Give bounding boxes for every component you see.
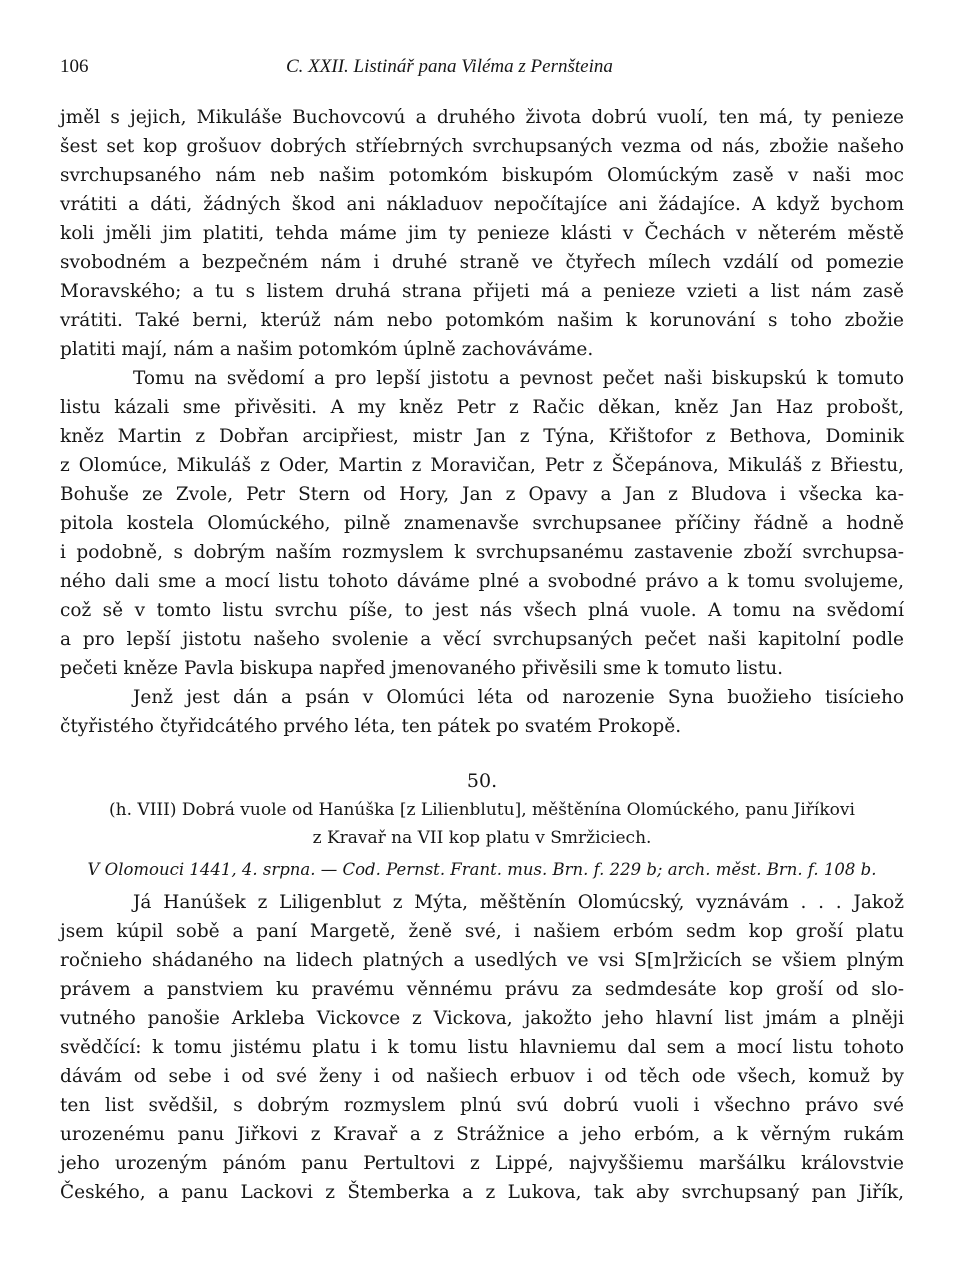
paragraph-4 [60, 888, 904, 1207]
text-line: Moravského; a tu s listem druhá strana přijeti má a penieze vzieti a list nám zasě [60, 281, 904, 302]
text-line: Českého, a panu Lackovi z Štemberka a z Lukova, tak aby svrchupsaný pan Jiřík, [60, 1182, 904, 1203]
text-line: a pro lepší jistotu našeho svolenie a věcí svrchupsaných pečet naši kapitolní podle [60, 629, 904, 650]
text-line: Já Hanúšek z Liligenblut z Mýta, měštěnín Olomúcský, vyznávám . . . Jakož [133, 892, 904, 913]
text-line: vrátiti. Také berni, kterúž nám nebo potomkóm našim k korunování s toho zbožie [60, 310, 904, 331]
section-source-note: V Olomouci 1441, 4. srpna. — Cod. Pernst. Frant. mus. Brn. f. 229 b; arch. měst. Brn. f. 108 b. [87, 860, 877, 879]
paragraph-1 [60, 103, 904, 364]
text-line: Bohuše ze Zvole, Petr Stern od Hory, Jan z Opavy a Jan z Bludova i všecka ka- [60, 484, 904, 505]
text-line: jeho urozeným pánóm panu Pertultovi z Lippé, najvyššiemu maršálku královstvie [60, 1153, 904, 1174]
text-line: což sě v tomto listu svrchu píše, to jest nás všech plná vuole. A tomu na svědomí [60, 600, 904, 621]
text-line: z Olomúce, Mikuláš z Oder, Martin z Moravičan, Petr z Ščepánova, Mikuláš z Břiestu, [60, 455, 904, 476]
section-heading-line: z Kravař na VII kop platu v Smržiciech. [312, 828, 652, 848]
text-line: jměl s jejich, Mikuláše Buchovcovú a druhého života dobrú vuolí, ten má, ty penieze [60, 107, 904, 128]
text-line: právem a panstviem ku pravému věnnému právu za sedmdesáte kop groší od slo- [60, 979, 904, 1000]
text-line: šest set kop grošuov dobrých stříebrných svrchupsaných vezma od nás, zbožie našeho [60, 136, 904, 157]
text-line: Tomu na svědomí a pro lepší jistotu a pevnost pečet naši biskupskú k tomuto [133, 368, 904, 389]
paragraph-3 [60, 683, 904, 741]
text-line: kněz Martin z Dobřan arcipřiest, mistr Jan z Týna, Křištofor z Bethova, Dominik [60, 426, 904, 447]
text-line: i podobně, s dobrým naším rozmyslem k svrchupsanému zastavenie zboží svrchupsa- [60, 542, 904, 563]
section-number: 50. [466, 770, 498, 792]
text-line: svědčící: k tomu jistému platu i k tomu listu hlavniemu dal sem a mocí listu tohoto [60, 1037, 904, 1058]
text-line: pitola kostela Olomúckého, pilně znamenavše svrchupsanee příčiny řádně a hodně [60, 513, 904, 534]
text-line: ten list svědšil, s dobrým rozmyslem plnú svú dobrú vuoli i všechno právo své [60, 1095, 904, 1116]
section-heading-line: (h. VIII) Dobrá vuole od Hanúška [z Lilienblutu], měštěnína Olomúckého, panu Jiříkovi [109, 800, 855, 820]
text-line: jsem kúpil sobě a paní Margetě, ženě své, i našiem erbóm sedm kop groší platu [60, 921, 904, 942]
text-line: ného dali sme a mocí listu tohoto dáváme plné a svobodné právo a k tomu svolujeme, [60, 571, 904, 592]
text-line: svrchupsaného nám neb našim potomkóm biskupóm Olomúckým zasě v naši moc [60, 165, 904, 186]
text-line: dávám od sebe i od své ženy i od našiech erbuov i od těch ode všech, komuž by [60, 1066, 904, 1087]
text-line: čtyřistého čtyřidcátého prvého léta, ten pátek po svatém Prokopě. [60, 716, 682, 737]
text-line: svobodném a bezpečném nám i druhé straně ve čtyřech mílech vzdálí od pomezie [60, 252, 904, 273]
text-line: koli jměli jim platiti, tehda máme jim ty penieze klásti v Čechách v něterém městě [60, 223, 904, 244]
paragraph-2 [60, 364, 904, 683]
text-line: ročnieho shádaného na lidech platných a usedlých ve vsi S[m]ržicích se všiem plným [60, 950, 904, 971]
document-section-50 [60, 767, 904, 888]
page-header [60, 56, 904, 84]
text-line: vrátiti a dáti, žádných škod ani nákladuov nepočítajíce ani žádajíce. A když bychom [60, 194, 904, 215]
text-line: vutného panošie Arkleba Vickovce z Vickova, jakožto jeho hlavní list jmám a plněji [60, 1008, 904, 1029]
running-title: C. XXII. Listinář pana Viléma z Pernšteina [286, 56, 613, 77]
document-body [60, 103, 904, 1207]
text-line: platiti mají, nám a našim potomkóm úplně zachováváme. [60, 339, 594, 360]
text-line: urozenému panu Jiřkovi z Kravař a z Strážnice a jeho erbóm, a k věrným rukám [60, 1124, 904, 1145]
text-line: listu kázali sme přivěsiti. A my kněz Petr z Račic děkan, kněz Jan Haz probošt, [60, 397, 904, 418]
document-page [60, 0, 904, 1280]
text-line: pečeti kněze Pavla biskupa napřed jmenovaného přivěsili sme k tomuto listu. [60, 658, 784, 679]
page-number: 106 [60, 56, 89, 77]
text-line: Jenž jest dán a psán v Olomúci léta od narozenie Syna buožieho tisícieho [133, 687, 904, 708]
